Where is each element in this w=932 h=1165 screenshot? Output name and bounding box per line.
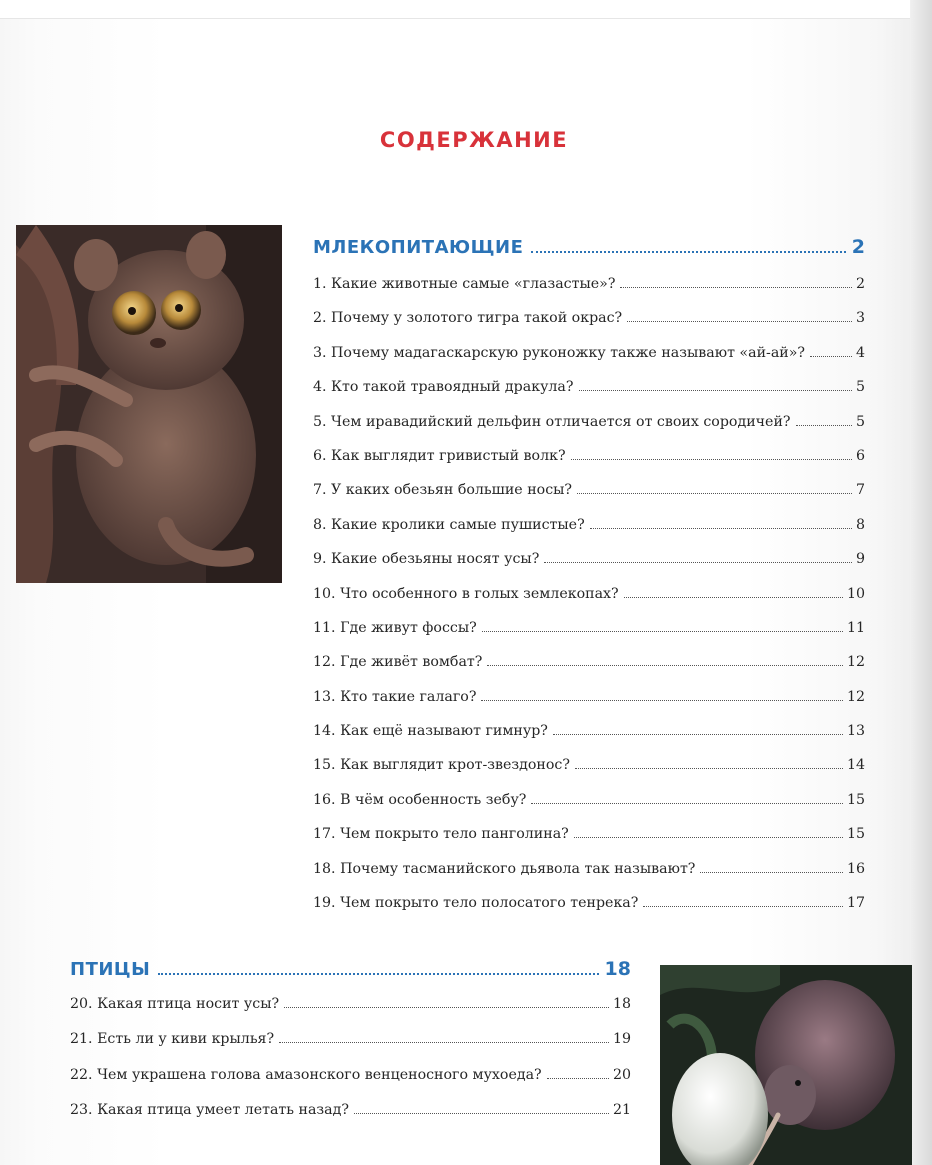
section-header-birds	[70, 958, 631, 980]
toc-entry	[313, 370, 865, 404]
toc-entry	[313, 852, 865, 886]
entry-page-number: 5	[855, 413, 865, 430]
entry-question: 21. Есть ли у киви крылья?	[70, 1031, 275, 1048]
toc-entry	[313, 473, 865, 507]
section-page-number: 2	[851, 236, 865, 258]
leader-dots	[481, 699, 843, 701]
page-binding-shadow	[910, 0, 932, 1165]
entry-page-number: 17	[846, 895, 865, 912]
entry-page-number: 3	[855, 310, 865, 327]
entry-page-number: 9	[855, 551, 865, 568]
leader-dots	[482, 630, 843, 632]
leader-dots	[627, 320, 852, 322]
toc-entry	[313, 542, 865, 576]
entry-page-number: 18	[612, 996, 631, 1012]
toc-entry	[313, 680, 865, 714]
entry-question: 14. Как ещё называют гимнур?	[313, 723, 548, 740]
entry-question: 16. В чём особенность зебу?	[313, 791, 527, 808]
toc-entry	[313, 611, 865, 645]
leader-dots	[571, 458, 852, 460]
toc-entry	[313, 439, 865, 473]
leader-dots	[531, 250, 845, 253]
toc-entry	[313, 336, 865, 370]
leader-dots	[487, 664, 843, 666]
entry-page-number: 6	[855, 447, 865, 464]
entry-page-number: 2	[855, 276, 865, 292]
section-title: ПТИЦЫ	[70, 959, 151, 980]
leader-dots	[796, 424, 852, 426]
entry-page-number: 15	[846, 791, 865, 808]
leader-dots	[553, 733, 843, 735]
kiwi-photo	[660, 965, 912, 1165]
entry-question: 11. Где живут фоссы?	[313, 619, 477, 636]
toc-entry	[313, 301, 865, 335]
entry-page-number: 10	[846, 585, 865, 602]
leader-dots	[284, 1006, 609, 1008]
entry-question: 2. Почему у золотого тигра такой окрас?	[313, 310, 623, 327]
leader-dots	[620, 286, 852, 288]
leader-dots	[531, 802, 843, 804]
section-title: МЛЕКОПИТАЮЩИЕ	[313, 237, 524, 258]
toc-entry	[313, 267, 865, 301]
entry-page-number: 4	[855, 344, 865, 361]
entry-question: 19. Чем покрыто тело полосатого тенрека?	[313, 895, 639, 912]
entry-question: 17. Чем покрыто тело панголина?	[313, 826, 569, 843]
leader-dots	[700, 871, 843, 873]
toc-entry	[313, 748, 865, 782]
toc-entry	[313, 645, 865, 679]
entry-question: 3. Почему мадагаскарскую руконожку также называют «ай-ай»?	[313, 344, 806, 361]
entry-page-number: 16	[846, 860, 865, 877]
entry-page-number: 20	[612, 1066, 631, 1083]
page-top-edge	[0, 0, 932, 19]
entry-question: 13. Кто такие галаго?	[313, 688, 477, 705]
toc-list-birds	[70, 987, 631, 1128]
toc-entry	[70, 1093, 631, 1128]
leader-dots	[575, 767, 843, 769]
page-title: СОДЕРЖАНИЕ	[379, 128, 569, 152]
entry-page-number: 13	[846, 723, 865, 740]
leader-dots	[624, 596, 843, 598]
entry-page-number: 5	[855, 379, 865, 396]
entry-page-number: 14	[846, 757, 865, 774]
entry-question: 22. Чем украшена голова амазонского венценосного мухоеда?	[70, 1066, 542, 1083]
leader-dots	[158, 972, 598, 975]
entry-question: 8. Какие кролики самые пушистые?	[313, 516, 585, 533]
tarsier-illustration	[16, 225, 282, 583]
entry-question: 23. Какая птица умеет летать назад?	[70, 1101, 349, 1118]
leader-dots	[354, 1112, 609, 1114]
tarsier-photo	[16, 225, 282, 583]
toc-list-mammals	[313, 267, 865, 920]
entry-question: 6. Как выглядит гривистый волк?	[313, 447, 566, 464]
entry-question: 9. Какие обезьяны носят усы?	[313, 551, 540, 568]
toc-entry	[313, 817, 865, 851]
entry-page-number: 7	[855, 482, 865, 499]
entry-page-number: 15	[846, 826, 865, 843]
toc-entry	[313, 405, 865, 439]
section-page-number: 18	[604, 958, 631, 980]
leader-dots	[574, 836, 843, 838]
toc-entry	[313, 886, 865, 920]
entry-page-number: 11	[846, 619, 865, 636]
toc-entry	[313, 783, 865, 817]
entry-question: 10. Что особенного в голых землекопах?	[313, 585, 619, 602]
entry-page-number: 21	[612, 1101, 631, 1118]
entry-question: 7. У каких обезьян большие носы?	[313, 482, 573, 499]
leader-dots	[547, 1077, 609, 1079]
entry-question: 18. Почему тасманийского дьявола так называют?	[313, 860, 696, 877]
leader-dots	[544, 561, 852, 563]
leader-dots	[643, 905, 843, 907]
entry-page-number: 19	[612, 1031, 631, 1048]
entry-question: 4. Кто такой травоядный дракула?	[313, 379, 574, 396]
leader-dots	[577, 492, 852, 494]
entry-question: 15. Как выглядит крот-звездонос?	[313, 757, 570, 774]
toc-entry	[313, 714, 865, 748]
toc-entry	[70, 987, 631, 1022]
leader-dots	[579, 389, 852, 391]
entry-page-number: 8	[855, 516, 865, 533]
toc-entry	[70, 1058, 631, 1093]
toc-entry	[70, 1022, 631, 1057]
kiwi-illustration	[660, 965, 912, 1165]
toc-entry	[313, 508, 865, 542]
entry-question: 20. Какая птица носит усы?	[70, 996, 280, 1012]
leader-dots	[590, 527, 852, 529]
leader-dots	[279, 1041, 609, 1043]
entry-page-number: 12	[846, 654, 865, 671]
toc-entry	[313, 577, 865, 611]
entry-question: 5. Чем иравадийский дельфин отличается от своих сородичей?	[313, 413, 791, 430]
entry-question: 12. Где живёт вомбат?	[313, 654, 483, 671]
leader-dots	[810, 355, 852, 357]
entry-page-number: 12	[846, 688, 865, 705]
section-header-mammals	[313, 236, 865, 258]
entry-question: 1. Какие животные самые «глазастые»?	[313, 276, 616, 292]
